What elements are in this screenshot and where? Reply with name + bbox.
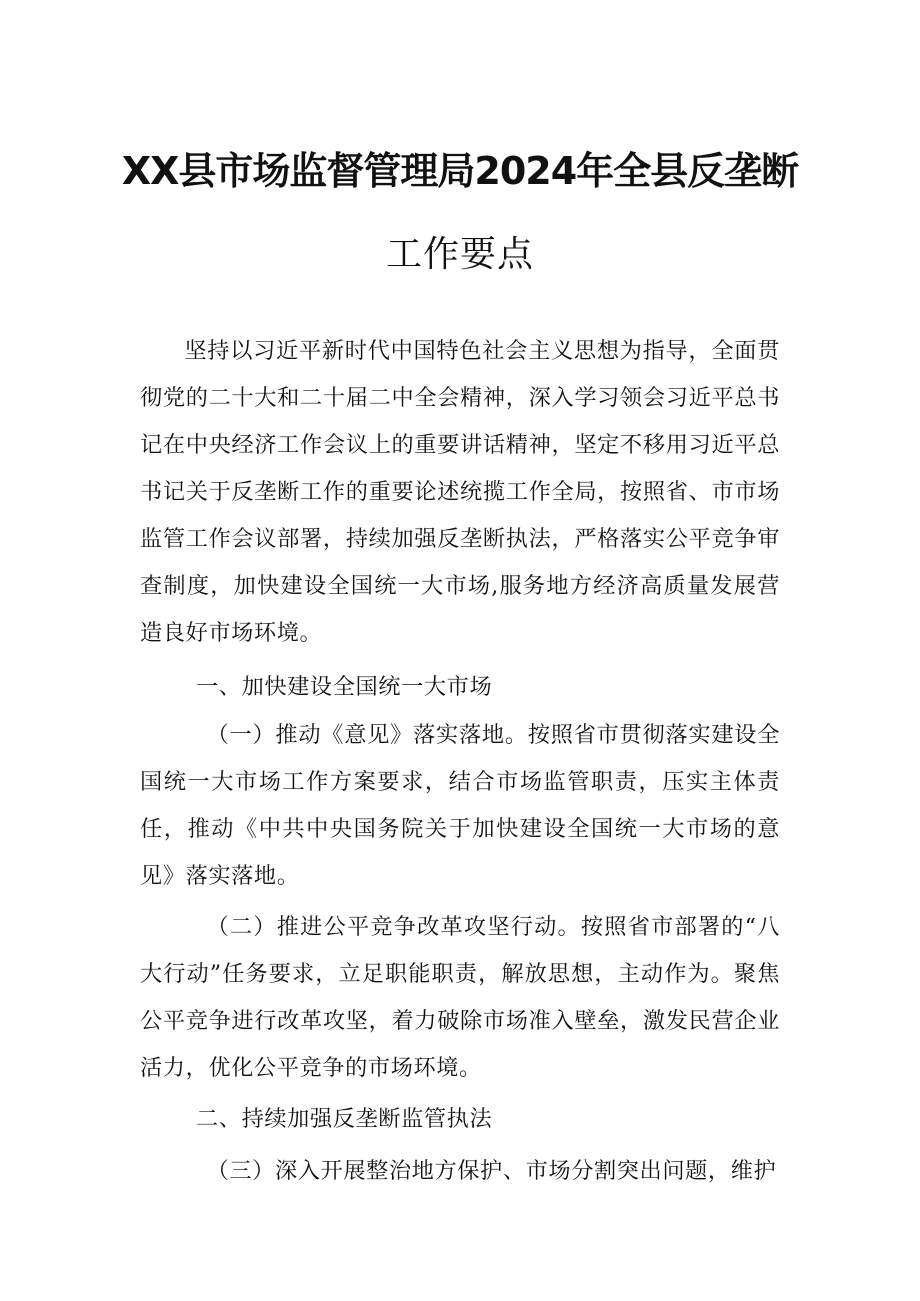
item-paragraph-1: （一）推动《意见》落实落地。按照省市贯彻落实建设全国统一大市场工作方案要求，结合市场监管职责，压实主体责任，推动《中共中央国务院关于加快建设全国统一大市场的意见》落实落地。 xyxy=(140,722,780,889)
item-paragraph-2: （二）推进公平竞争改革攻坚行动。按照省市部署的“八大行动”任务要求，立足职能职责，解放思想，主动作为。聚焦公平竞争进行改革攻坚，着力破除市场准入壁垒，激发民营企业活力，优化公平竞争的市场环境。 xyxy=(140,914,780,1081)
section-heading-1: 一、加快建设全国统一大市场 xyxy=(196,674,493,700)
document-title-line-2: 工作要点 xyxy=(385,234,534,275)
intro-paragraph: 坚持以习近平新时代中国特色社会主义思想为指导，全面贯彻党的二十大和二十届二中全会精神，深入学习领会习近平总书记在中央经济工作会议上的重要讲话精神，坚定不移用习近平总书记关于反垄断工作的重要论述统揽工作全局，按照省、市市场监管工作会议部署，持续加强反垄断执法，严格落实公平竞争审查制度，加快建设全国统一大市场,服务地方经济高质量发展营造良好市场环境。 xyxy=(140,338,780,646)
item-paragraph-3: （三）深入开展整治地方保护、市场分割突出问题，维护 xyxy=(206,1158,777,1184)
section-heading-2: 二、持续加强反垄断监管执法 xyxy=(196,1106,493,1132)
document-title-line-1: XX县市场监督管理局2024年全县反垄断 xyxy=(121,149,799,193)
